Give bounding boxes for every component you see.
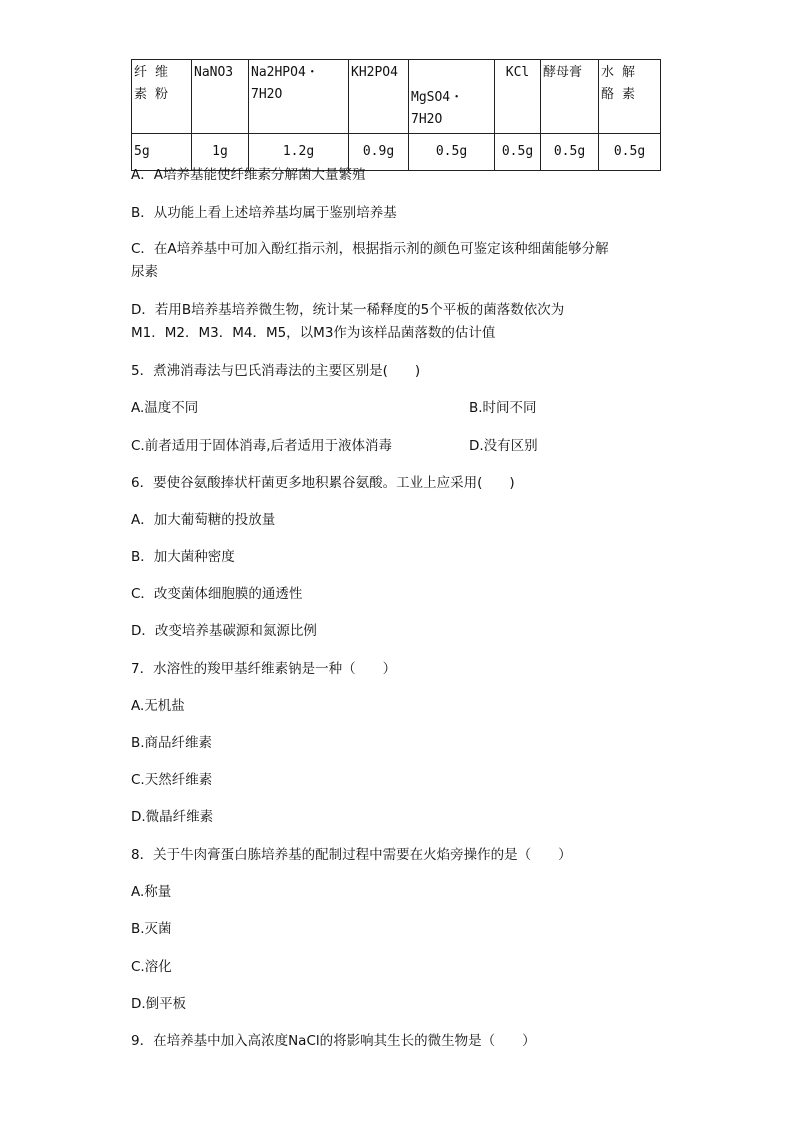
table-cell: 水解酪素 (599, 60, 661, 134)
option-c-continued: 尿素 (131, 264, 158, 280)
table-cell: 酵母膏 (541, 60, 599, 134)
question-7-stem: 7．水溶性的羧甲基纤维素钠是一种（ ） (131, 661, 397, 677)
table-cell: 0.5g (495, 134, 541, 171)
q7-option-a: A.无机盐 (131, 698, 185, 714)
table-cell: 0.5g (541, 134, 599, 171)
table-cell: MgSO4・7H2O (409, 60, 495, 134)
q5-option-b: B.时间不同 (469, 400, 537, 416)
option-d-continued: M1．M2．M3．M4．M5，以M3作为该样品菌落数的估计值 (131, 325, 496, 341)
q7-option-d: D.微晶纤维素 (131, 809, 214, 825)
q8-option-c: C.溶化 (131, 959, 172, 975)
question-8-stem: 8．关于牛肉膏蛋白胨培养基的配制过程中需要在火焰旁操作的是（ ） (131, 847, 572, 863)
medium-composition-table (131, 59, 661, 171)
q7-option-b: B.商品纤维素 (131, 735, 213, 751)
table-cell: 0.9g (349, 134, 409, 171)
q5-option-a: A.温度不同 (131, 400, 199, 416)
table-cell: 1.2g (249, 134, 349, 171)
table-cell: NaNO3 (192, 60, 249, 134)
table-cell: 1g (192, 134, 249, 171)
table-cell: 纤维素粉 (132, 60, 192, 134)
q6-option-d: D．改变培养基碳源和氮源比例 (131, 623, 317, 639)
table-header-row (132, 60, 661, 134)
q5-option-c: C.前者适用于固体消毒,后者适用于液体消毒 (131, 438, 393, 454)
table-row (132, 134, 661, 171)
question-9-stem: 9．在培养基中加入高浓度NaCl的将影响其生长的微生物是（ ） (131, 1033, 536, 1049)
option-c: C．在A培养基中可加入酚红指示剂，根据指示剂的颜色可鉴定该种细菌能够分解 (131, 241, 609, 257)
option-b: B．从功能上看上述培养基均属于鉴别培养基 (131, 205, 397, 221)
table-cell: 5g (132, 134, 192, 171)
q6-option-a: A．加大葡萄糖的投放量 (131, 512, 276, 528)
q8-option-d: D.倒平板 (131, 996, 187, 1012)
table-cell: 0.5g (409, 134, 495, 171)
table-cell: KCl (495, 60, 541, 134)
table-cell: Na2HPO4・7H2O (249, 60, 349, 134)
q8-option-a: A.称量 (131, 884, 172, 900)
q6-option-b: B．加大菌种密度 (131, 549, 235, 565)
question-6-stem: 6．要使谷氨酸捧状杆菌更多地积累谷氨酸。工业上应采用( ) (131, 475, 515, 491)
option-d: D．若用B培养基培养微生物，统计某一稀释度的5个平板的菌落数依次为 (131, 302, 565, 318)
option-a: A．A培养基能使纤维素分解菌大量繁殖 (131, 167, 366, 183)
q8-option-b: B.灭菌 (131, 921, 172, 937)
table-cell: KH2PO4 (349, 60, 409, 134)
q7-option-c: C.天然纤维素 (131, 772, 213, 788)
q6-option-c: C．改变菌体细胞膜的通透性 (131, 586, 303, 602)
question-5-stem: 5．煮沸消毒法与巴氏消毒法的主要区别是( ) (131, 363, 421, 379)
table-cell: 0.5g (599, 134, 661, 171)
q5-option-d: D.没有区别 (469, 438, 538, 454)
